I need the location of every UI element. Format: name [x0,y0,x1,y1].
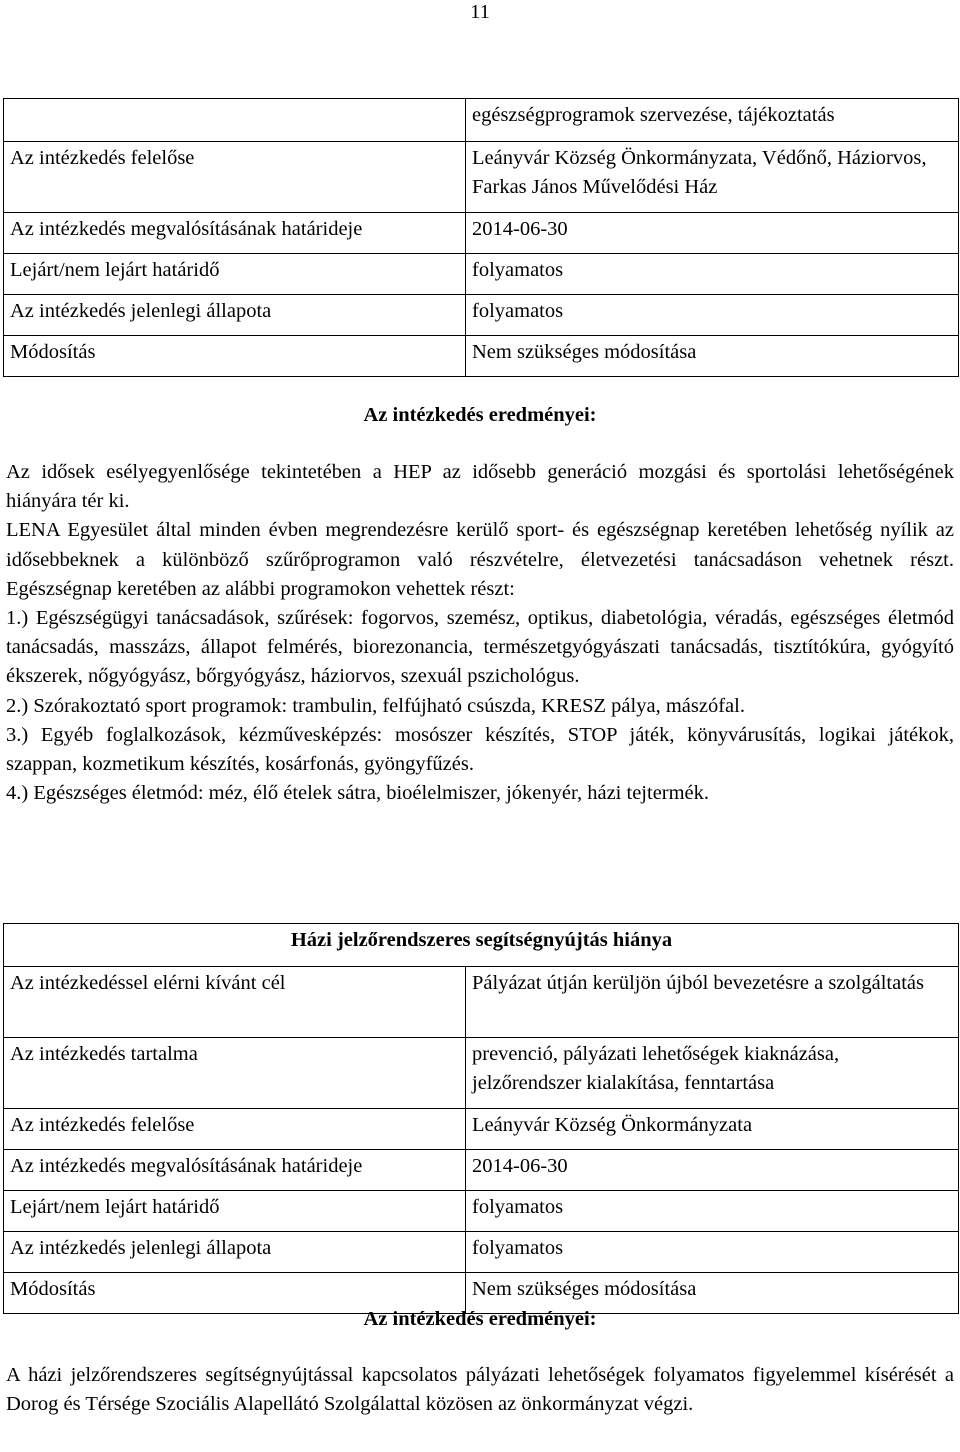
results-heading: Az intézkedés eredményei: [363,404,597,426]
row-label: Az intézkedés jelenlegi állapota [4,1232,466,1273]
row-label: Az intézkedés felelőse [4,1109,466,1150]
row-label: Lejárt/nem lejárt határidő [4,1191,466,1232]
row-value: Leányvár Község Önkormányzata, Védőnő, Háziorvos, Farkas János Művelődési Ház [466,142,959,213]
results-body [6,458,954,808]
row-label [4,99,466,142]
row-value: 2014-06-30 [466,213,959,254]
table-row [4,1232,959,1273]
row-value: folyamatos [466,1191,959,1232]
page-number: 11 [470,1,490,23]
row-label: Lejárt/nem lejárt határidő [4,254,466,295]
row-value: Leányvár Község Önkormányzata [466,1109,959,1150]
row-label: Módosítás [4,1273,466,1314]
results-heading-2: Az intézkedés eredményei: [363,1308,597,1330]
table-row [4,254,959,295]
table-row [4,99,959,142]
measure-table-2 [3,923,959,1314]
row-label: Az intézkedés megvalósításának határideje [4,213,466,254]
results-paragraph: LENA Egyesület által minden évben megrendezésre kerülő sport- és egészségnap keretében lehetőség nyílik az idősebbeknek a különböző szűrőprogramon való részvételre, életvezetési tanácsadáson vehetnek részt. Egészségnap keretében az alábbi programokon vehettek részt: [6,519,954,600]
row-value: prevenció, pályázati lehetőségek kiaknázása, jelzőrendszer kialakítása, fenntartása [466,1038,959,1109]
table-title-row [4,924,959,967]
results-paragraph: A házi jelzőrendszeres segítségnyújtással kapcsolatos pályázati lehetőségek folyamatos figyelemmel kísérését a Dorog és Térsége Szociális Alapellátó Szolgálattal közösen az önkormányzat végzi. [6,1364,954,1416]
table-row [4,1109,959,1150]
row-label: Az intézkedés felelőse [4,142,466,213]
table-row [4,295,959,336]
results-list-item: 3.) Egyéb foglalkozások, kézművesképzés: mosószer készítés, STOP játék, könyvárusítás, logikai játékok, szappan, kozmetikum készítés, kosárfonás, gyöngyfűzés. [6,723,954,776]
results-body-2 [6,1361,954,1419]
row-value: 2014-06-30 [466,1150,959,1191]
row-label: Az intézkedés megvalósításának határideje [4,1150,466,1191]
measure-table-1 [3,98,959,377]
table-row [4,967,959,1038]
row-value: folyamatos [466,295,959,336]
table-row [4,142,959,213]
results-list-item: 4.) Egészséges életmód: méz, élő ételek sátra, bioélelmiszer, jókenyér, házi tejtermék. [6,782,710,805]
row-label: Az intézkedés jelenlegi állapota [4,295,466,336]
row-label: Az intézkedéssel elérni kívánt cél [4,967,466,1038]
results-list-item: 1.) Egészségügyi tanácsadások, szűrések: fogorvos, szemész, optikus, diabetológia, véradás, egészséges életmód tanácsadás, masszázs, állapot felmérés, biorezonancia, természetgyógyászati tanácsadás, tisztítókúra, gyógyító ékszerek, nőgyógyász, bőrgyógyász, háziorvos, szexuál pszichológus. [6,607,954,688]
row-value: Pályázat útján kerüljön újból bevezetésre a szolgáltatás [466,967,959,1038]
row-label: Módosítás [4,336,466,377]
row-value: Nem szükséges módosítása [466,1273,959,1314]
row-value: Nem szükséges módosítása [466,336,959,377]
row-value: egészségprogramok szervezése, tájékoztatás [466,99,959,142]
row-value: folyamatos [466,254,959,295]
table-row [4,1038,959,1109]
table-row [4,1150,959,1191]
section-title: Házi jelzőrendszeres segítségnyújtás hiánya [4,924,959,967]
results-list-item: 2.) Szórakoztató sport programok: trambulin, felfújható csúszda, KRESZ pálya, mászófal. [6,694,745,717]
results-paragraph: Az idősek esélyegyenlősége tekintetében a HEP az idősebb generáció mozgási és sportolási lehetőségének hiányára tér ki. [6,461,954,513]
table-row [4,1191,959,1232]
row-label: Az intézkedés tartalma [4,1038,466,1109]
table-row [4,336,959,377]
table-row [4,213,959,254]
row-value: folyamatos [466,1232,959,1273]
